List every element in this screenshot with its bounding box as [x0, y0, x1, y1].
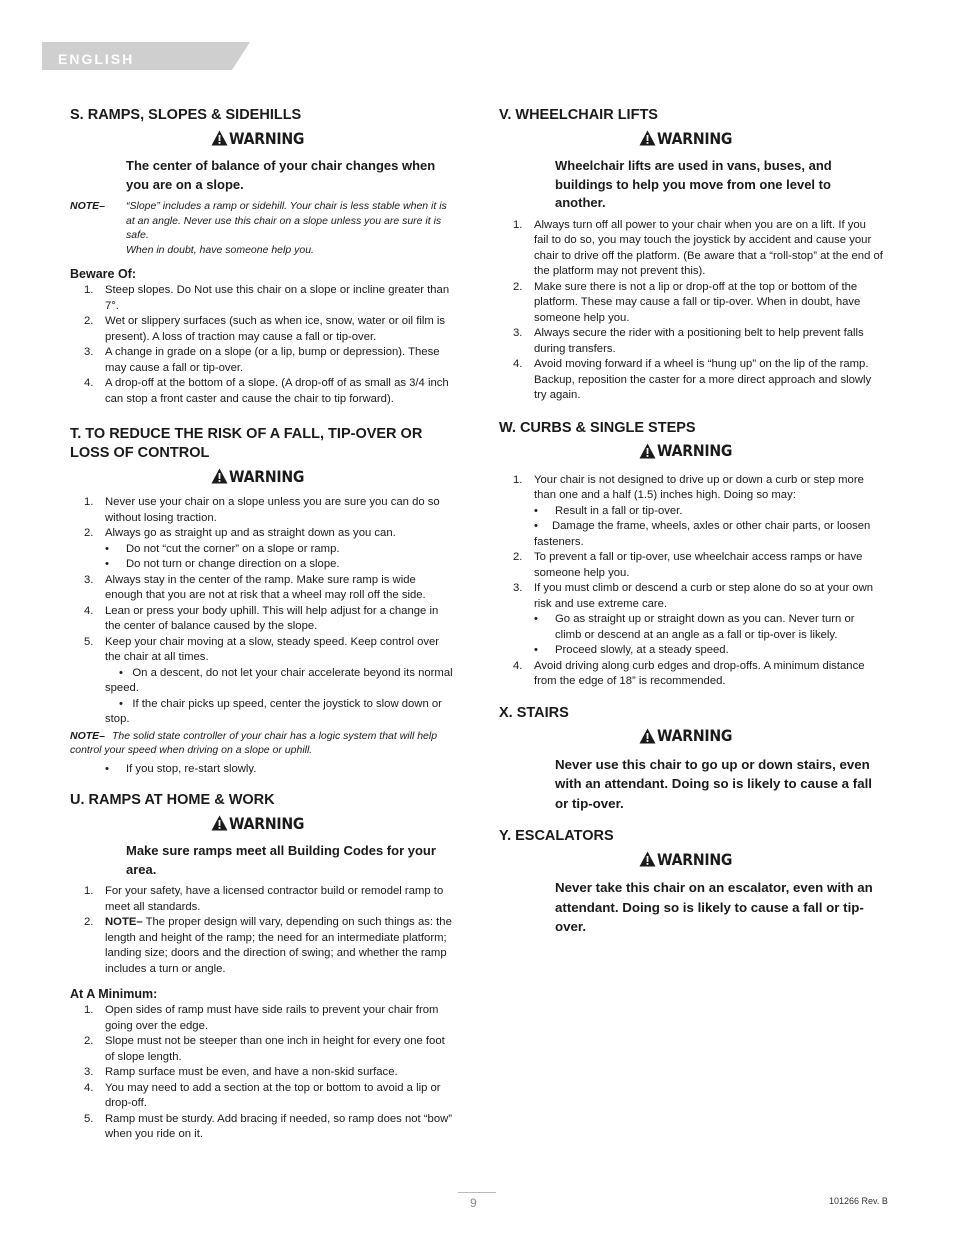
section-x-lead: Never use this chair to go up or down stairs, even with an attendant. Doing so is likely to cause a fall or tip-over.: [555, 756, 872, 811]
warning-triangle-icon: [211, 130, 228, 146]
warning-triangle-icon: [639, 851, 656, 867]
list-item: 4. You may need to add a section at the top or bottom to avoid a lip or drop-off.: [84, 1081, 441, 1109]
list-item: 3. Always stay in the center of the ramp. Make sure ramp is wide enough that you are not at risk that a wheel may roll off the side.: [84, 573, 426, 601]
warning-label: WARNING: [657, 441, 733, 460]
warning-label: WARNING: [657, 128, 733, 148]
section-w: [499, 419, 883, 690]
list-item: 3. Ramp surface must be even, and have a non-skid surface.: [84, 1066, 398, 1078]
bullet-item: • On a descent, do not let your chair accelerate beyond its normal speed.: [105, 666, 453, 694]
section-t-trailing: [70, 762, 456, 778]
warning-banner: [70, 128, 456, 148]
warning-triangle-icon: [639, 443, 656, 459]
list-item: 5. Keep your chair moving at a slow, steady speed. Keep control over the chair at all times. • On a descent, do not let your chair accelerate beyond its normal speed. • If the chair picks up speed, center the joystick to slow down or stop.: [70, 635, 456, 728]
note-text: When in doubt, have someone help you.: [126, 243, 314, 256]
warning-triangle-icon: [639, 728, 656, 744]
list-item: 4. Lean or press your body uphill. This will help adjust for a change in the center of balance caused by the slope.: [84, 604, 439, 632]
section-v-list: [499, 218, 883, 404]
warning-banner: [70, 466, 456, 486]
section-w-list: [499, 473, 883, 690]
warning-banner: [499, 849, 883, 869]
section-t-note: [70, 729, 456, 758]
warning-triangle-icon: [211, 468, 228, 484]
list-item: 2. NOTE– The proper design will vary, depending on such things as: the length and height of the ramp; the need for an intermediate platform; landing size; doors and the direction of swing; and whether the ramp includes a turn or angle.: [84, 916, 452, 975]
note-text: The solid state controller of your chair has a logic system that will help control your speed when driving on a slope or uphill.: [70, 729, 438, 756]
document-reference: 101266 Rev. B: [829, 1196, 888, 1206]
section-w-title: W. CURBS & SINGLE STEPS: [499, 419, 696, 436]
list-item: [70, 762, 456, 778]
section-v-lead: Wheelchair lifts are used in vans, buses, and buildings to help you move from one level to another.: [555, 158, 832, 210]
warning-banner: [499, 441, 883, 461]
list-item: 4. Avoid driving along curb edges and drop-offs. A minimum distance from the edge of 18” is recommended.: [513, 659, 865, 687]
list-item: 1. Your chair is not designed to drive up or down a curb or step more than one and a half (1.5) inches high. Doing so may: • Result in a fall or tip-over. • Damage the frame, wheels, axles or other chair parts, or loosen fasteners.: [499, 473, 883, 551]
list-item: 2. To prevent a fall or tip-over, use wheelchair access ramps or have someone help you.: [513, 551, 863, 579]
list-item: 2. Always go as straight up and as straight down as you can. • Do not “cut the corner” on a slope or ramp. • Do not turn or change direction on a slope.: [70, 526, 456, 573]
note-label: NOTE–: [105, 916, 143, 928]
bullet-item: • Proceed slowly, at a steady speed.: [534, 644, 729, 656]
bullet-item: • If you stop, re-start slowly.: [105, 762, 257, 775]
section-t-title: T. TO REDUCE THE RISK OF A FALL, TIP-OVER OR LOSS OF CONTROL: [70, 426, 423, 461]
section-v: [499, 106, 883, 404]
warning-label: WARNING: [229, 128, 305, 148]
warning-label: WARNING: [657, 726, 733, 745]
section-t: [70, 425, 456, 777]
bullet-item: • Do not turn or change direction on a slope.: [105, 558, 340, 570]
language-tab: [42, 42, 250, 70]
section-s: [70, 106, 456, 407]
list-item: 2. Wet or slippery surfaces (such as when ice, snow, water or oil film is present). A loss of traction may cause a fall or tip-over.: [84, 315, 446, 343]
section-y-title: Y. ESCALATORS: [499, 828, 614, 844]
warning-label: WARNING: [229, 813, 305, 833]
note-label: NOTE–: [70, 200, 106, 212]
warning-label: WARNING: [657, 849, 733, 869]
section-s-lead: The center of balance of your chair changes when you are on a slope.: [126, 158, 436, 192]
left-column: [70, 106, 456, 1155]
list-item: 5. Ramp must be sturdy. Add bracing if needed, so ramp does not “bow” when you ride on it.: [84, 1112, 453, 1140]
bullet-item: • Go as straight up or straight down as you can. Never turn or climb or descend at an angle as a fall or tip-over is likely.: [534, 613, 855, 641]
beware-of-label: Beware Of:: [70, 267, 136, 281]
warning-banner: [499, 726, 883, 746]
section-s-note: [70, 199, 456, 257]
section-s-title: S. RAMPS, SLOPES & SIDEHILLS: [70, 107, 302, 123]
warning-triangle-icon: [639, 130, 656, 146]
list-item: 2. Slope must not be steeper than one inch in height for every one foot of slope length.: [84, 1035, 445, 1063]
warning-banner: [70, 813, 456, 833]
page-number: 9: [470, 1196, 477, 1210]
section-x-title: X. STAIRS: [499, 704, 569, 721]
section-v-title: V. WHEELCHAIR LIFTS: [499, 107, 658, 123]
warning-label: WARNING: [229, 466, 305, 486]
section-t-list: [70, 495, 456, 728]
section-u-minimum-list: [70, 1003, 456, 1143]
section-y-lead: Never take this chair on an escalator, even with an attendant. Doing so is likely to cause a fall or tip-over.: [555, 880, 873, 934]
bullet-item: • Result in a fall or tip-over.: [534, 504, 683, 517]
section-u-list: [70, 884, 456, 977]
section-u: [70, 791, 456, 1143]
at-a-minimum-label: At A Minimum:: [70, 987, 158, 1001]
section-y: [499, 827, 883, 937]
list-item: 4. Avoid moving forward if a wheel is “hung up” on the lip of the ramp. Backup, reposition the caster for a more direct approach and slowly try again.: [513, 358, 872, 401]
warning-triangle-icon: [211, 815, 228, 831]
list-item: 1. For your safety, have a licensed contractor build or remodel ramp to meet all standards.: [84, 885, 444, 913]
language-tab-label: ENGLISH: [58, 51, 135, 67]
list-item: 1. Open sides of ramp must have side rails to prevent your chair from going over the edge.: [84, 1004, 439, 1032]
section-u-lead: Make sure ramps meet all Building Codes for your area.: [126, 843, 436, 877]
bullet-item: • Damage the frame, wheels, axles or other chair parts, or loosen fasteners.: [534, 520, 871, 548]
section-u-title: U. RAMPS AT HOME & WORK: [70, 792, 275, 808]
section-x: [499, 704, 883, 814]
list-item: 4. A drop-off at the bottom of a slope. (A drop-off of as small as 3/4 inch can stop a front caster and cause the chair to tip forward).: [84, 377, 449, 405]
note-text: “Slope” includes a ramp or sidehill. Your chair is less stable when it is at an angle. Never use this chair on a slope unless you are sure it is safe.: [126, 200, 447, 241]
list-item: 3. A change in grade on a slope (or a lip, bump or depression). These may cause a fall or tip-over.: [84, 346, 440, 374]
warning-banner: [499, 128, 883, 148]
footer-divider: [458, 1192, 496, 1193]
right-column: [499, 106, 883, 949]
list-item: 3. If you must climb or descend a curb or step alone do so at your own risk and use extreme care. • Go as straight up or straight down as you can. Never turn or climb or descend at an angle as a fall or tip-over is likely. • Proceed slowly, at a steady speed.: [499, 581, 883, 659]
list-item: 2. Make sure there is not a lip or drop-off at the top or bottom of the platform. These may cause a fall or tip-over. When in doubt, have someone help you.: [513, 280, 861, 324]
list-item: 1. Steep slopes. Do Not use this chair on a slope or incline greater than 7°.: [84, 284, 450, 312]
bullet-item: • Do not “cut the corner” on a slope or ramp.: [105, 542, 340, 555]
note-label: NOTE–: [70, 729, 106, 742]
bullet-item: • If the chair picks up speed, center the joystick to slow down or stop.: [105, 697, 442, 725]
list-item: 1. Never use your chair on a slope unless you are sure you can do so without losing traction.: [84, 496, 440, 524]
list-item: 3. Always secure the rider with a positioning belt to help prevent falls during transfers.: [513, 327, 864, 355]
section-s-list: [70, 283, 456, 407]
list-item: 1. Always turn off all power to your chair when you are on a lift. If you fail to do so, you may touch the joystick by accident and cause your chair to drive off the platform. (Be aware that a “roll-stop” at the end of the platform may not prevent this).: [513, 218, 883, 277]
